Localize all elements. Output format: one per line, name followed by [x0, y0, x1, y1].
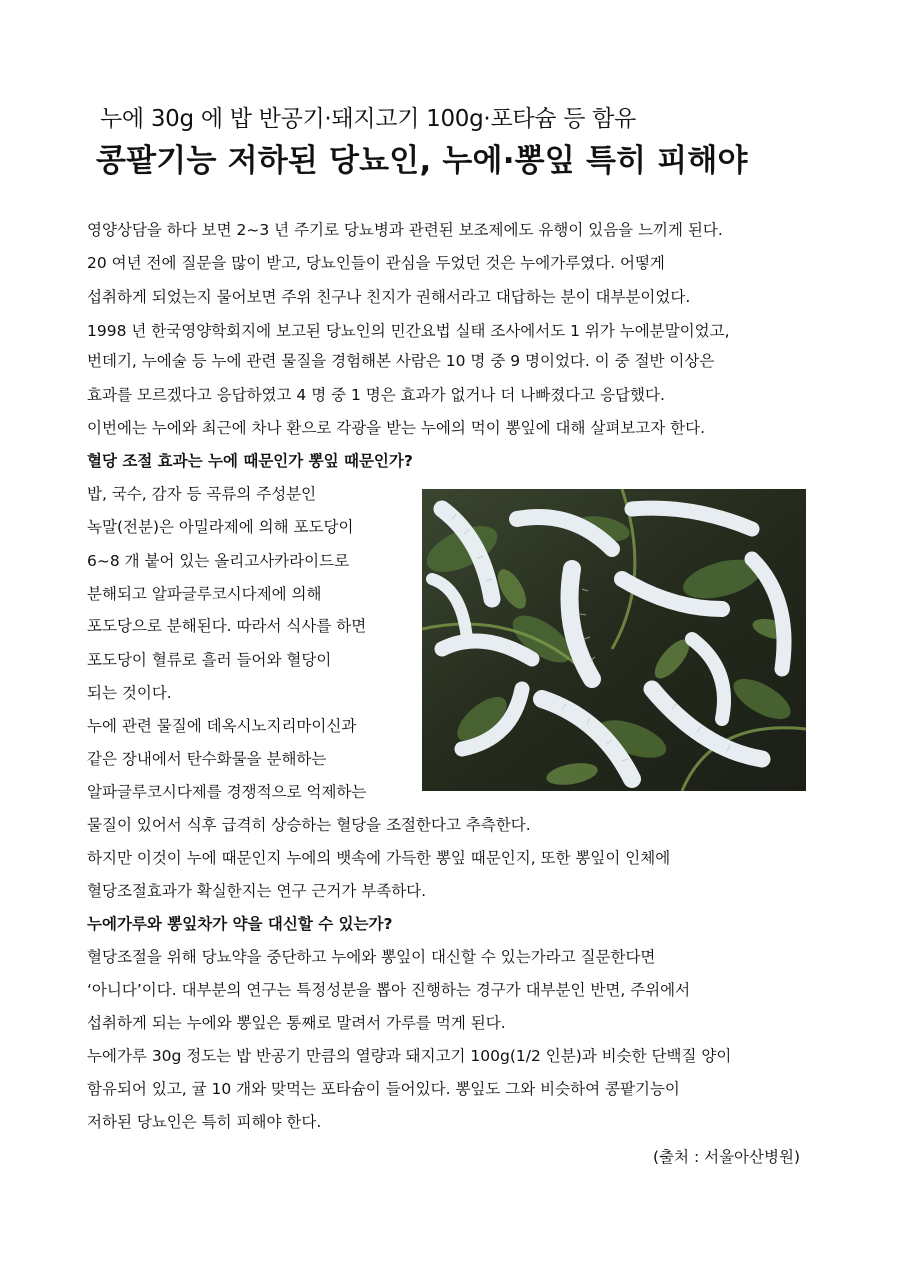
- body-line: 포도당으로 분해된다. 따라서 식사를 하면: [87, 617, 367, 635]
- silkworm-photo: [422, 489, 806, 791]
- body-line: 영양상담을 하다 보면 2~3 년 주기로 당뇨병과 관련된 보조제에도 유행이 있음을 느끼게 된다.: [87, 221, 723, 239]
- body-line: 물질이 있어서 식후 급격히 상승하는 혈당을 조절한다고 추측한다.: [87, 816, 531, 834]
- body-line: 누에가루 30g 정도는 밥 반공기 만큼의 열량과 돼지고기 100g(1/2 인분)과 비슷한 단백질 양이: [87, 1047, 732, 1065]
- body-line: 혈당조절을 위해 당뇨약을 중단하고 누에와 뽕잎이 대신할 수 있는가라고 질문한다면: [87, 948, 656, 966]
- body-line: 섭취하게 되는 누에와 뽕잎은 통째로 말려서 가루를 먹게 된다.: [87, 1014, 506, 1032]
- body-line: 포도당이 혈류로 흘러 들어와 혈당이: [87, 651, 332, 669]
- body-line: 1998 년 한국영양학회지에 보고된 당뇨인의 민간요법 실태 조사에서도 1 위가 누에분말이었고,: [87, 322, 730, 340]
- body-line: 20 여년 전에 질문을 많이 받고, 당뇨인들이 관심을 두었던 것은 누에가루였다. 어떻게: [87, 254, 665, 272]
- source-credit: (출처 : 서울아산병원): [653, 1148, 800, 1166]
- article-title: 콩팥기능 저하된 당뇨인, 누에·뽕잎 특히 피해야: [96, 143, 748, 179]
- body-line: ‘아니다’이다. 대부분의 연구는 특정성분을 뽑아 진행하는 경구가 대부분인 반면, 주위에서: [87, 981, 691, 999]
- body-line: 번데기, 누에술 등 누에 관련 물질을 경험해본 사람은 10 명 중 9 명이었다. 이 중 절반 이상은: [87, 352, 715, 370]
- body-line: 6~8 개 붙어 있는 올리고사카라이드로: [87, 552, 350, 570]
- body-line: 혈당조절효과가 확실한지는 연구 근거가 부족하다.: [87, 882, 427, 900]
- body-line: 저하된 당뇨인은 특히 피해야 한다.: [87, 1113, 322, 1131]
- body-line: 효과를 모르겠다고 응답하였고 4 명 중 1 명은 효과가 없거나 더 나빠졌다고 응답했다.: [87, 386, 665, 404]
- body-line: 같은 장내에서 탄수화물을 분해하는: [87, 750, 327, 768]
- body-line: 하지만 이것이 누에 때문인지 누에의 뱃속에 가득한 뽕잎 때문인지, 또한 뽕잎이 인체에: [87, 849, 671, 867]
- silkworms-photo-icon: [422, 489, 806, 791]
- body-line: 녹말(전분)은 아밀라제에 의해 포도당이: [87, 518, 354, 536]
- body-line: 분해되고 알파글루코시다제에 의해: [87, 585, 322, 603]
- article-subtitle: 누에 30g 에 밥 반공기·돼지고기 100g·포타슘 등 함유: [100, 106, 636, 132]
- body-line: 밥, 국수, 감자 등 곡류의 주성분인: [87, 485, 317, 503]
- body-line: 섭취하게 되었는지 물어보면 주위 친구나 친지가 권해서라고 대답하는 분이 대부분이었다.: [87, 288, 691, 306]
- body-line: 함유되어 있고, 귤 10 개와 맞먹는 포타슘이 들어있다. 뽕잎도 그와 비슷하여 콩팥기능이: [87, 1080, 680, 1098]
- body-line: 이번에는 누에와 최근에 차나 환으로 각광을 받는 누에의 먹이 뽕잎에 대해 살펴보고자 한다.: [87, 419, 706, 437]
- section-heading: 누에가루와 뽕잎차가 약을 대신할 수 있는가?: [87, 915, 393, 933]
- body-line: 누에 관련 물질에 데옥시노지리마이신과: [87, 717, 357, 735]
- body-line: 알파글루코시다제를 경쟁적으로 억제하는: [87, 783, 367, 801]
- body-line: 되는 것이다.: [87, 684, 172, 702]
- section-heading: 혈당 조절 효과는 누에 때문인가 뽕잎 때문인가?: [87, 452, 413, 470]
